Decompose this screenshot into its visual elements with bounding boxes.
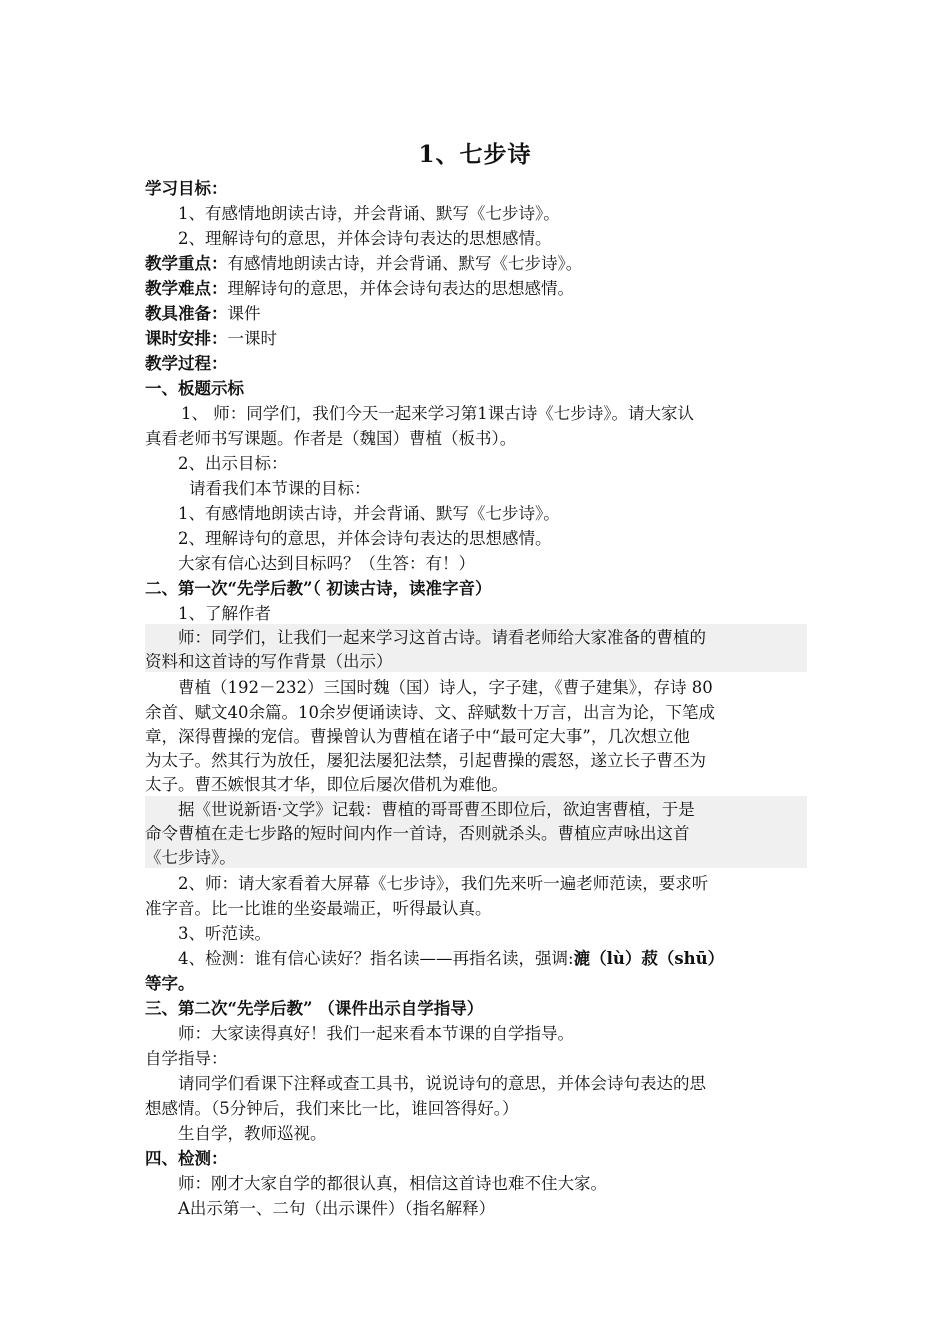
- document-title: 1、七步诗: [418, 141, 532, 168]
- paragraph-line: 1、 师：同学们，我们今天一起来学习第1课古诗《七步诗》。请大家认: [181, 404, 694, 423]
- paragraph-line: 为太子。然其行为放任，屡犯法屡犯法禁，引起曹操的震怒，遂立长子曹丕为: [145, 751, 706, 770]
- paragraph-line: 太子。曹丕嫉恨其才华，即位后屡次借机为难他。: [145, 775, 508, 794]
- paragraph-line: 师：刚才大家自学的都很认真，相信这首诗也难不住大家。: [178, 1174, 607, 1193]
- text: 一课时: [227, 329, 277, 348]
- paragraph-line: 请同学们看课下注释或查工具书，说说诗句的意思，并体会诗句表达的思: [178, 1074, 706, 1093]
- paragraph-line: 余首、赋文40余篇。10余岁便诵读诗、文、辞赋数十万言，出言为论，下笔成: [145, 703, 715, 722]
- difficult-point: [145, 277, 815, 301]
- paragraph-line: 等字。: [145, 974, 195, 993]
- paragraph-line: 2、师：请大家看着大屏幕《七步诗》，我们先来听一遍老师范读，要求听: [178, 874, 709, 893]
- paragraph-line: 章，深得曹操的宠信。曹操曾认为曹植在诸子中“最可定大事”，几次想立他: [145, 727, 690, 746]
- label: 课时安排：: [145, 329, 228, 348]
- text: 理解诗句的意思，并体会诗句表达的思想感情。: [227, 279, 574, 298]
- label: 教具准备：: [145, 304, 228, 323]
- paragraph-line: A出示第一、二句（出示课件）（指名解释）: [178, 1199, 496, 1218]
- heading-process: 教学过程：: [145, 354, 228, 373]
- paragraph-line: 2、出示目标：: [178, 454, 288, 473]
- paragraph-line: 生自学，教师巡视。: [178, 1124, 327, 1143]
- paragraph-line: 《七步诗》。: [145, 848, 236, 867]
- paragraph-line: 想感情。（5分钟后，我们来比一比，谁回答得好。）: [145, 1099, 519, 1118]
- paragraph-line: 资料和这首诗的写作背景（出示）: [145, 652, 393, 671]
- label: 教学难点：: [145, 279, 228, 298]
- paragraph-line: [178, 947, 848, 971]
- section-heading-2: 二、第一次“先学后教”（ 初读古诗，读准字音）: [145, 579, 492, 598]
- section-heading-1: 一、板题示标: [145, 379, 244, 398]
- goal-2: 2、理解诗句的意思，并体会诗句表达的思想感情。: [178, 229, 552, 248]
- paragraph-line: 师：大家读得真好！我们一起来看本节课的自学指导。: [178, 1024, 574, 1043]
- label: 教学重点：: [145, 254, 228, 273]
- goal-1: 1、有感情地朗读古诗，并会背诵、默写《七步诗》。: [178, 204, 560, 223]
- teaching-aids: [145, 302, 815, 326]
- paragraph-line: 真看老师书写课题。作者是（魏国）曹植（板书）。: [145, 429, 517, 448]
- paragraph-line: 大家有信心达到目标吗？（生答：有！）: [178, 554, 475, 573]
- text: 有感情地朗读古诗，并会背诵、默写《七步诗》。: [227, 254, 583, 273]
- paragraph-line: 师：同学们，让我们一起来学习这首古诗。请看老师给大家准备的曹植的: [178, 628, 706, 647]
- text: 4、检测：谁有信心读好？指名读——再指名读，强调:: [178, 949, 574, 968]
- paragraph-line: 1、了解作者: [178, 604, 271, 623]
- emphasis-words: 漉（lù）菽（shū）: [573, 949, 725, 968]
- paragraph-line: 请看我们本节课的目标：: [189, 479, 371, 498]
- paragraph-line: 曹植（192－232）三国时魏（国）诗人，字子建，《曹子建集》，存诗 80: [178, 678, 713, 697]
- paragraph-line: 1、有感情地朗读古诗，并会背诵、默写《七步诗》。: [178, 504, 560, 523]
- heading-goals: 学习目标：: [145, 179, 228, 198]
- paragraph-line: 据《世说新语·文学》记载：曹植的哥哥曹丕即位后，欲迫害曹植，于是: [178, 800, 695, 819]
- paragraph-line: 自学指导：: [145, 1049, 228, 1068]
- section-heading-4: 四、检测：: [145, 1149, 228, 1168]
- text: 课件: [227, 304, 261, 323]
- paragraph-line: 3、听范读。: [178, 924, 271, 943]
- key-point: [145, 252, 815, 276]
- paragraph-line: 命令曹植在走七步路的短时间内作一首诗，否则就杀头。曹植应声咏出这首: [145, 824, 690, 843]
- section-heading-3: 三、第二次“先学后教” （课件出示自学指导）: [145, 999, 484, 1018]
- paragraph-line: 准字音。比一比谁的坐姿最端正，听得最认真。: [145, 899, 492, 918]
- paragraph-line: 2、理解诗句的意思，并体会诗句表达的思想感情。: [178, 529, 552, 548]
- lesson-time: [145, 327, 815, 351]
